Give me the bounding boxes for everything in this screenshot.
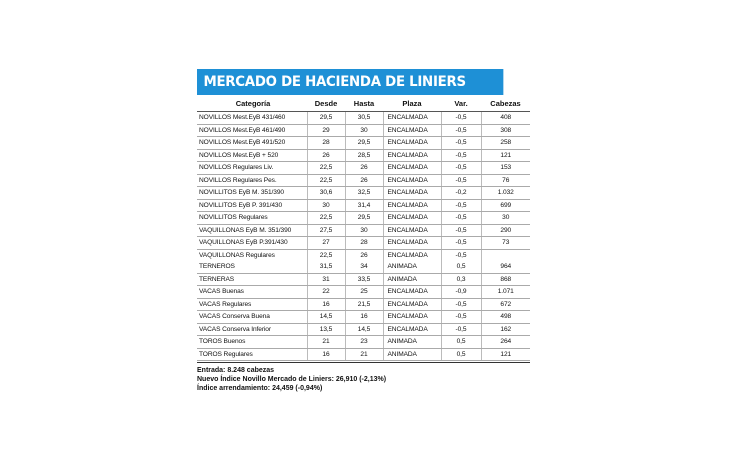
row-desde: 31 (307, 273, 345, 286)
row-categoria: NOVILLITOS EyB P. 391/430 (197, 199, 307, 212)
header-cabezas: Cabezas (481, 95, 530, 112)
row-var: 0,5 (441, 348, 481, 361)
row-plaza: ENCALMADA (383, 311, 441, 324)
row-plaza: ENCALMADA (383, 112, 441, 125)
row-desde: 30,6 (307, 187, 345, 200)
row-plaza: ENCALMADA (383, 187, 441, 200)
row-desde: 27,5 (307, 224, 345, 237)
row-categoria: NOVILLOS Mest.EyB 491/520 (197, 137, 307, 150)
row-plaza: ENCALMADA (383, 212, 441, 225)
row-desde: 22,5 (307, 212, 345, 225)
row-hasta: 28 (345, 237, 383, 250)
row-desde: 22,5 (307, 249, 345, 261)
row-categoria: VACAS Conserva Inferior (197, 323, 307, 336)
row-var: -0,5 (441, 224, 481, 237)
header-hasta: Hasta (345, 95, 383, 112)
row-categoria: VACAS Buenas (197, 286, 307, 299)
row-plaza: ENCALMADA (383, 237, 441, 250)
row-var: 0,3 (441, 273, 481, 286)
row-plaza: ENCALMADA (383, 224, 441, 237)
row-cabezas: 498 (481, 311, 530, 324)
row-desde: 26 (307, 149, 345, 162)
row-cabezas: 1.071 (481, 286, 530, 299)
row-desde: 22,5 (307, 162, 345, 175)
row-cabezas: 30 (481, 212, 530, 225)
row-hasta: 28,5 (345, 149, 383, 162)
prices-table (197, 95, 530, 361)
row-hasta: 26 (345, 162, 383, 175)
row-desde: 28 (307, 137, 345, 150)
row-var: -0,5 (441, 112, 481, 125)
row-desde: 13,5 (307, 323, 345, 336)
row-var: -0,5 (441, 298, 481, 311)
indice-novillo-text: Nuevo Índice Novillo Mercado de Liniers: 26,910 (-2,13%) (197, 376, 387, 383)
row-desde: 29,5 (307, 112, 345, 125)
row-cabezas: 76 (481, 174, 530, 187)
table-row (197, 249, 530, 261)
row-hasta: 26 (345, 249, 383, 261)
row-var: -0,9 (441, 286, 481, 299)
row-categoria: TERNEROS (197, 261, 307, 273)
table-row (197, 149, 530, 162)
row-categoria: VACAS Regulares (197, 298, 307, 311)
row-cabezas: 408 (481, 112, 530, 125)
row-cabezas: 162 (481, 323, 530, 336)
row-var: -0,5 (441, 323, 481, 336)
report-footer (197, 362, 530, 393)
table-row (197, 124, 530, 137)
table-row (197, 348, 530, 361)
report-title: MERCADO DE HACIENDA DE LINIERS (197, 69, 503, 95)
table-row (197, 162, 530, 175)
row-desde: 22 (307, 286, 345, 299)
row-cabezas (481, 249, 530, 261)
table-row (197, 311, 530, 324)
row-hasta: 34 (345, 261, 383, 273)
row-plaza: ANIMADA (383, 273, 441, 286)
row-cabezas: 258 (481, 137, 530, 150)
row-categoria: VACAS Conserva Buena (197, 311, 307, 324)
row-categoria: VAQUILLONAS EyB M. 351/390 (197, 224, 307, 237)
row-hasta: 33,5 (345, 273, 383, 286)
row-categoria: NOVILLITOS Regulares (197, 212, 307, 225)
row-var: -0,5 (441, 137, 481, 150)
row-var: -0,5 (441, 149, 481, 162)
row-var: -0,5 (441, 174, 481, 187)
row-plaza: ENCALMADA (383, 298, 441, 311)
row-cabezas: 964 (481, 261, 530, 273)
row-var: -0,5 (441, 237, 481, 250)
row-plaza: ENCALMADA (383, 174, 441, 187)
header-categoria: Categoría (197, 95, 307, 112)
row-plaza: ENCALMADA (383, 286, 441, 299)
row-plaza: ENCALMADA (383, 149, 441, 162)
row-hasta: 29,5 (345, 137, 383, 150)
row-cabezas: 121 (481, 348, 530, 361)
row-hasta: 23 (345, 336, 383, 349)
header-desde: Desde (307, 95, 345, 112)
row-desde: 29 (307, 124, 345, 137)
table-row (197, 112, 530, 125)
row-hasta: 31,4 (345, 199, 383, 212)
table-row (197, 323, 530, 336)
row-var: -0,5 (441, 249, 481, 261)
row-plaza: ENCALMADA (383, 249, 441, 261)
row-plaza: ENCALMADA (383, 323, 441, 336)
row-hasta: 26 (345, 174, 383, 187)
row-plaza: ENCALMADA (383, 199, 441, 212)
header-var: Var. (441, 95, 481, 112)
row-cabezas: 1.032 (481, 187, 530, 200)
market-report-card (197, 69, 530, 393)
row-hasta: 30,5 (345, 112, 383, 125)
row-cabezas: 121 (481, 149, 530, 162)
row-plaza: ANIMADA (383, 336, 441, 349)
row-cabezas: 264 (481, 336, 530, 349)
row-plaza: ANIMADA (383, 261, 441, 273)
table-header (197, 95, 530, 112)
row-desde: 14,5 (307, 311, 345, 324)
table-row (197, 199, 530, 212)
row-var: -0,5 (441, 199, 481, 212)
row-plaza: ANIMADA (383, 348, 441, 361)
row-categoria: TERNERAS (197, 273, 307, 286)
row-desde: 21 (307, 336, 345, 349)
row-desde: 16 (307, 348, 345, 361)
header-plaza: Plaza (383, 95, 441, 112)
row-cabezas: 308 (481, 124, 530, 137)
row-cabezas: 153 (481, 162, 530, 175)
row-categoria: NOVILLITOS EyB M. 351/390 (197, 187, 307, 200)
row-hasta: 32,5 (345, 187, 383, 200)
table-row (197, 187, 530, 200)
indice-arrendamiento-text: Índice arrendamiento: 24,459 (-0,94%) (197, 385, 323, 392)
row-plaza: ENCALMADA (383, 137, 441, 150)
row-cabezas: 699 (481, 199, 530, 212)
table-row (197, 298, 530, 311)
row-categoria: NOVILLOS Mest.EyB 461/490 (197, 124, 307, 137)
table-row (197, 286, 530, 299)
row-cabezas: 290 (481, 224, 530, 237)
row-var: -0,5 (441, 212, 481, 225)
table-row (197, 174, 530, 187)
row-categoria: VAQUILLONAS EyB P.391/430 (197, 237, 307, 250)
row-var: -0,2 (441, 187, 481, 200)
row-var: 0,5 (441, 336, 481, 349)
row-categoria: NOVILLOS Regulares Pes. (197, 174, 307, 187)
row-categoria: NOVILLOS Regulares Liv. (197, 162, 307, 175)
row-hasta: 21,5 (345, 298, 383, 311)
row-plaza: ENCALMADA (383, 162, 441, 175)
row-var: -0,5 (441, 311, 481, 324)
row-categoria: TOROS Buenos (197, 336, 307, 349)
row-cabezas: 73 (481, 237, 530, 250)
row-cabezas: 868 (481, 273, 530, 286)
row-hasta: 14,5 (345, 323, 383, 336)
row-hasta: 21 (345, 348, 383, 361)
row-desde: 22,5 (307, 174, 345, 187)
row-hasta: 29,5 (345, 212, 383, 225)
table-row (197, 237, 530, 250)
row-var: -0,5 (441, 162, 481, 175)
table-row (197, 212, 530, 225)
row-desde: 30 (307, 199, 345, 212)
entrada-text: Entrada: 8.248 cabezas (197, 367, 275, 374)
row-categoria: VAQUILLONAS Regulares (199, 251, 275, 259)
table-row (197, 137, 530, 150)
table-row (197, 261, 530, 273)
row-desde: 27 (307, 237, 345, 250)
table-row (197, 224, 530, 237)
row-desde: 31,5 (307, 261, 345, 273)
row-categoria: TOROS Regulares (197, 348, 307, 361)
row-hasta: 30 (345, 124, 383, 137)
row-categoria: NOVILLOS Mest.EyB 431/460 (197, 112, 307, 125)
row-cabezas: 672 (481, 298, 530, 311)
table-row (197, 273, 530, 286)
row-hasta: 25 (345, 286, 383, 299)
row-plaza: ENCALMADA (383, 124, 441, 137)
row-var: -0,5 (441, 124, 481, 137)
row-var: 0,5 (441, 261, 481, 273)
row-categoria: NOVILLOS Mest.EyB + 520 (197, 149, 307, 162)
row-hasta: 16 (345, 311, 383, 324)
row-hasta: 30 (345, 224, 383, 237)
table-row (197, 336, 530, 349)
row-desde: 16 (307, 298, 345, 311)
